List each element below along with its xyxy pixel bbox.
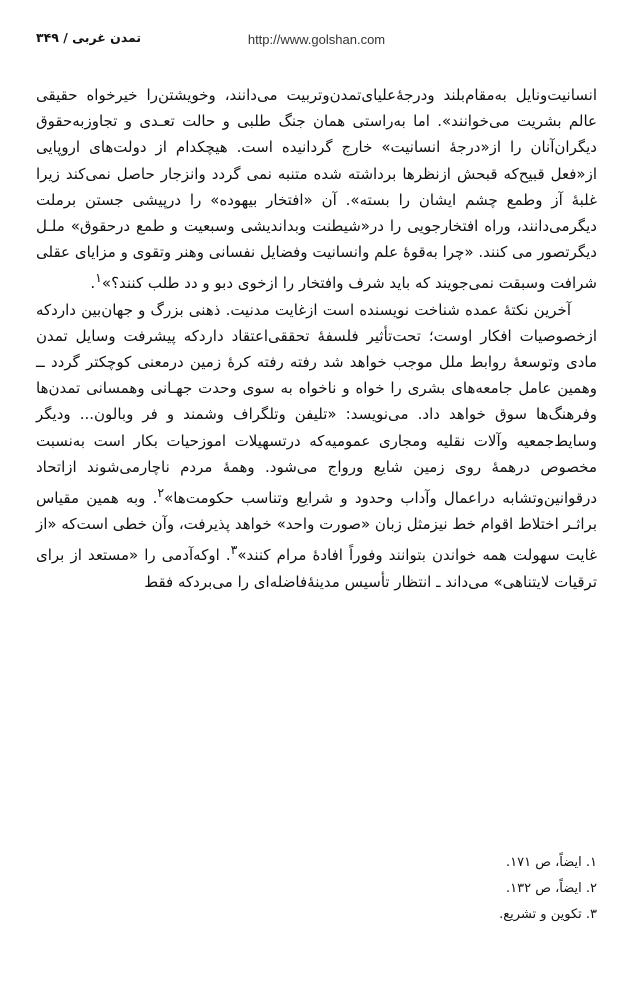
paragraph-text: آخرین نکتهٔ عمده شناخت نویسنده است ازغایت مدنیت. ذهنی بزرگ و جهان‌بین داردکه ازخصوصیات افکار اوست؛ تحت‌تأثیر فلسفهٔ تحققی‌اعتقاد داردکه پیشرفت وسایل تمدن مادی وتوسعهٔ روابط ملل موجب خواهد شد رفته رفته کرهٔ زمین درمعنی کوچکتر گردد ــ وهمین عامل جامعه‌های بشری را خواه و ناخواه به سوی وحدت جهـانی وهمسانی تمدن‌ها وفرهنگ‌ها سوق خواهد داد. می‌نویسد: «تلیفن وتلگراف وشمند و فر وبالون... ودیگر وسایط‌جمعیه وآلات نقلیه ومجاری عمومیه‌که درتسهیلات اموزحیات بکار است به‌نسبت مخصوص درهمهٔ روی زمین شایع ورواج می‌شود. وهمهٔ مردم ناچارمی‌شوند ازاتحاد درقوانین‌وتشابه دراعمال وآداب وحدود و شرایع وتناسب حکومت‌ها» bbox=[36, 300, 598, 508]
footnote: ۲. ایضاً، ص ۱۳۲. bbox=[506, 881, 597, 896]
paragraph-text: . وبه همین مقیاس براثـر اختلاط اقوام خط نیزمثل زبان «صورت واحد» خواهد پذیرفت، وآن خطی است‌که «از غایت سهولت همه خواندن بتوانند وفوراً افادهٔ مرام کنند» bbox=[36, 489, 597, 565]
page-header bbox=[36, 18, 597, 48]
running-title: تمدن غربی / ۳۴۹ bbox=[36, 30, 142, 45]
paragraph: انسانیت‌ونایل به‌مقام‌بلند ودرجهٔ‌علیای‌تمدن‌وتربیت می‌دانند، وخویشتن‌را خیرخواه حقیقی عالم بشریت می‌خوانند». اما به‌راستی همان جنگ طلبی و حالت تعـدی و تجاوزبه‌حقوق دیگران‌آنان را از«درجهٔ انسانیت» خارج گردانیده است. هیچکدام از دولت‌های اروپایی از«فعل قبیح‌که قبحش ازنظرها برداشته شده متنبه نمی گردد وانزجار حاصل نمی‌کند زیرا غلبهٔ آز وطمع چشم ایشان را بسته». آن «افتخار بیهوده» را درپیشی جستن برملت دیگرمی‌دانند، وراه افتخارجویی را در«شیطنت وبداندیشی وسبعیت و طمع درحقوق» ملـل دیگرتصور می کنند. «چرا به‌قوهٔ علم وانسانیت وفضایل نفسانی وهنر وتقوی و مزایای عقلی شرافت وسبقت نمی‌جویند که باید شرف وافتخار را ازخوی دبو و دد طلب کنند؟»$^۱$. bbox=[36, 86, 597, 293]
paragraph bbox=[36, 297, 597, 595]
footnote: ۱. ایضاً، ص ۱۷۱. bbox=[506, 855, 597, 870]
footnote: ۳. تکوین و تشریع. bbox=[499, 907, 597, 922]
footnotes bbox=[330, 850, 597, 928]
watermark-url: http://www.golshan.com bbox=[247, 32, 386, 47]
main-text bbox=[36, 82, 597, 595]
footnote-ref: ۲ bbox=[157, 485, 165, 501]
footnote-ref: ۳ bbox=[230, 542, 238, 558]
paragraph-text: انسانیت‌ونایل به‌مقام‌بلند ودرجهٔ‌علیای‌تمدن‌وتربیت می‌دانند، وخویشتن‌را خیرخواه حقیقی عالم بشریت می‌خوانند». اما به‌راستی همان جنگ طلبی و حالت تعـدی و تجاوزبه‌حقوق دیگران‌آنان را از«درجهٔ انسانیت» خارج گردانیده است. هیچکدام از دولت‌های اروپایی از«فعل قبیح‌که قبحش ازنظرها برداشته شده متنبه نمی گردد وانزجار حاصل نمی‌کند زیرا غلبهٔ آز وطمع چشم ایشان را بسته». آن «افتخار بیهوده» را درپیشی جستن برملت دیگرمی‌دانند، وراه افتخارجویی را در«شیطنت وبداندیشی وسبعیت و طمع درحقوق» ملـل دیگرتصور می کنند. «چرا به‌قوهٔ علم وانسانیت وفضایل نفسانی وهنر وتقوی و مزایای عقلی شرافت وسبقت نمی‌جویند که باید شرف وافتخار را ازخوی دبو و دد طلب کنند؟» bbox=[36, 86, 597, 293]
paragraph-text: . اوکه‌آدمی را «مستعد از برای ترقیات لایتناهی» می‌داند ـ انتظار تأسیس مدینهٔ‌فاضله‌ای را می‌بردکه فقط bbox=[36, 546, 597, 591]
footnote-ref: ۱ bbox=[95, 270, 102, 286]
